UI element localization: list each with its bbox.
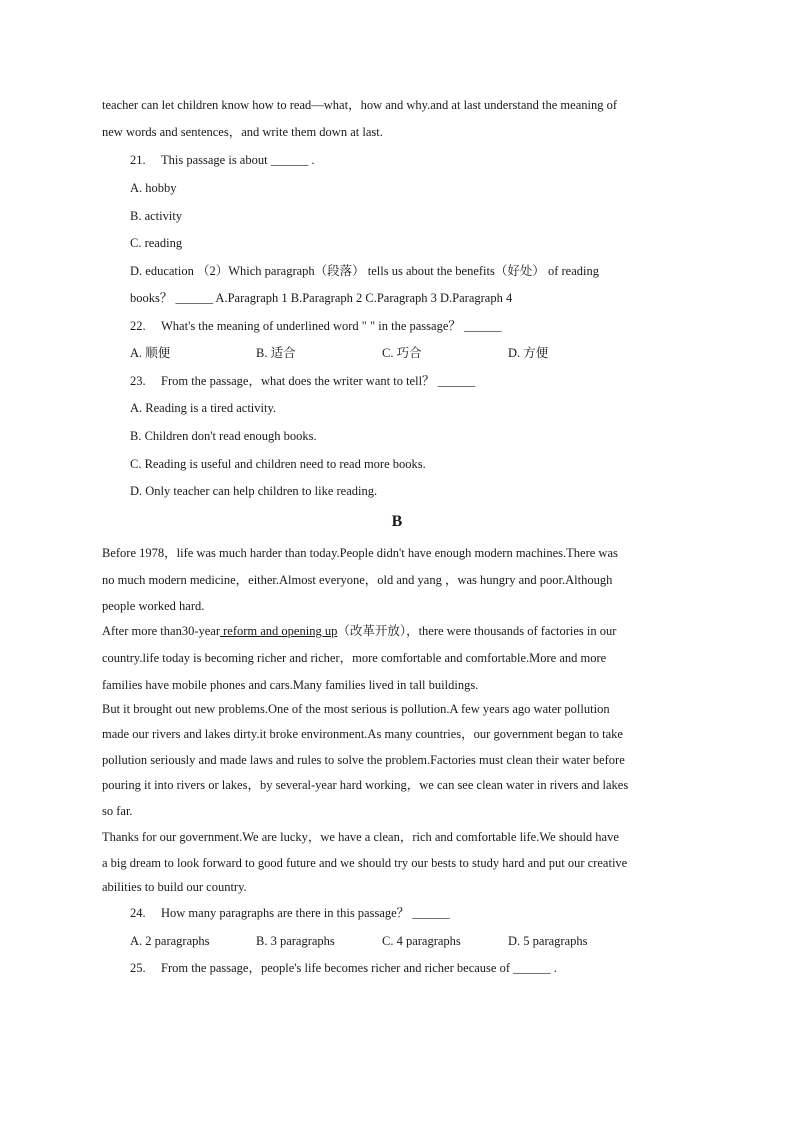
passage-line [102,623,616,639]
intro-line: teacher can let children know how to read—what，how and why.and at last understand the meaning of [102,98,617,112]
question-text: How many paragraphs are there in this passage？ ______ [161,906,450,920]
option-b: B. Children don't read enough books. [130,429,317,443]
passage-text: （改革开放），there were thousands of factories in our [337,624,617,638]
passage-line: no much modern medicine，either.Almost everyone，old and yang ，was hungry and poor.Although [102,573,613,587]
option-b: B. 适合 [256,346,296,360]
passage-text: After more than30-year [102,624,220,638]
passage-line: made our rivers and lakes dirty.it broke environment.As many countries，our government began to take [102,727,623,741]
question-number: 22. [130,319,146,333]
question-25 [130,960,557,976]
passage-line: pollution seriously and made laws and rules to solve the problem.Factories must clean their water before [102,753,625,767]
option-continuation: books？ ______ A.Paragraph 1 B.Paragraph 2 C.Paragraph 3 D.Paragraph 4 [130,291,513,305]
option-c: C. 4 paragraphs [382,934,461,948]
option-a: A. hobby [130,181,177,195]
option-c: C. reading [130,236,183,250]
passage-line: country.life today is becoming richer and richer，more comfortable and comfortable.More and more [102,651,607,665]
intro-line: new words and sentences，and write them down at last. [102,125,383,139]
passage-line: pouring it into rivers or lakes，by several-year hard working，we can see clean water in rivers and lakes [102,778,629,792]
option-d: D. education （2）Which paragraph（段落） tells us about the benefits（好处） of reading [130,264,599,278]
passage-line: a big dream to look forward to good future and we should try our bests to study hard and put our creative [102,856,628,870]
option-d: D. 5 paragraphs [508,934,588,948]
question-number: 21. [130,153,146,167]
underlined-word: reform and opening up [220,624,338,638]
passage-line: abilities to build our country. [102,880,247,894]
option-c: C. Reading is useful and children need to read more books. [130,457,426,471]
question-text: What's the meaning of underlined word " " in the passage？ ______ [161,319,502,333]
option-b: B. 3 paragraphs [256,934,335,948]
option-a: A. Reading is a tired activity. [130,401,277,415]
passage-line: Before 1978，life was much harder than today.People didn't have enough modern machines.There was [102,546,618,560]
section-heading: B [391,513,403,530]
option-d: D. 方便 [508,346,549,360]
passage-line: people worked hard. [102,599,205,613]
option-b: B. activity [130,209,183,223]
question-22 [130,318,502,334]
question-text: From the passage，people's life becomes richer and richer because of ______ . [161,961,557,975]
passage-line: But it brought out new problems.One of the most serious is pollution.A few years ago water pollution [102,702,610,716]
option-d: D. Only teacher can help children to like reading. [130,484,378,498]
question-23 [130,373,475,389]
question-text: From the passage，what does the writer want to tell？ ______ [161,374,476,388]
question-21 [130,152,314,168]
passage-line: so far. [102,804,133,818]
passage-line: families have mobile phones and cars.Many families lived in tall buildings. [102,678,479,692]
passage-line: Thanks for our government.We are lucky，we have a clean，rich and comfortable life.We should have [102,830,619,844]
question-number: 25. [130,961,146,975]
option-c: C. 巧合 [382,346,422,360]
question-number: 24. [130,906,146,920]
question-text: This passage is about ______ . [161,153,315,167]
option-a: A. 2 paragraphs [130,934,210,948]
option-a: A. 顺便 [130,346,171,360]
question-number: 23. [130,374,146,388]
question-24 [130,905,450,921]
